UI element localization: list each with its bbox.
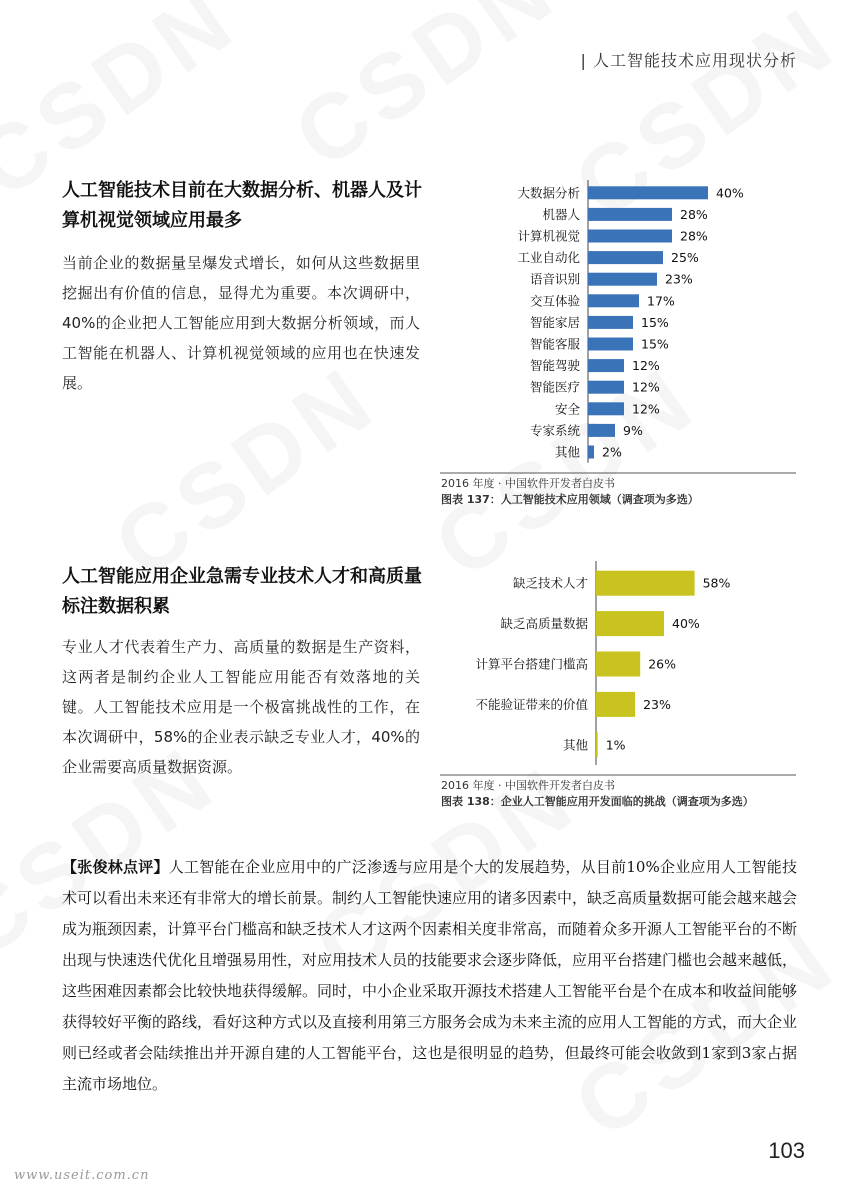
chart2-value-label: 1% <box>605 737 626 753</box>
chart2-value-label: 58% <box>702 575 731 591</box>
chart1-category-label: 语音识别 <box>529 271 580 287</box>
chart1-bar <box>588 273 657 286</box>
chart1-category-label: 安全 <box>554 401 580 417</box>
chart1-bar <box>588 316 633 329</box>
chart2-category-label: 缺乏高质量数据 <box>500 616 588 632</box>
watermark <box>276 0 576 189</box>
chart1-bar <box>588 186 708 199</box>
chart2-value-label: 26% <box>648 656 676 672</box>
chart2-value-label: 40% <box>672 616 700 632</box>
running-header: | 人工智能技术应用现状分析 <box>580 51 797 70</box>
comment-tag: 【张俊林点评】 <box>62 858 169 876</box>
chart1-value-label: 12% <box>632 379 660 395</box>
chart2-bar <box>596 652 640 677</box>
chart1-value-label: 2% <box>602 444 622 460</box>
chart1-category-label: 计算机视觉 <box>517 228 580 244</box>
chart2-svg <box>440 555 800 780</box>
chart2-category-label: 其他 <box>562 737 588 753</box>
chart2-caption-title: 图表 138：企业人工智能应用开发面临的挑战（调查项为多选） <box>441 795 754 808</box>
chart1-bar <box>588 230 672 243</box>
chart1-value-label: 28% <box>680 206 708 222</box>
chart1-bar <box>588 338 633 351</box>
comment-text: 人工智能在企业应用中的广泛渗透与应用是个大的发展趋势，从目前10%企业应用人工智能技术可以看出未来还有非常大的增长前景。制约人工智能快速应用的诸多因素中，缺乏高质量数据可能会越来越会成为瓶颈因素，计算平台门槛高和缺乏技术人才这两个因素相关度非常高，而随着众多开源人工智能平台的不断出现与快速迭代优化且增强易用性，对应用技术人员的技能要求会逐步降低，应用平台搭建门槛也会越来越低，这些困难因素都会比较快地获得缓解。同时，中小企业采取开源技术搭建人工智能平台是个在成本和收益间能够获得较好平衡的路线，看好这种方式以及直接利用第三方服务会成为未来主流的应用人工智能的方式，而大企业则已经或者会陆续推出并开源自建的人工智能平台，这也是很明显的趋势，但最终可能会收敛到1家到3家占据主流市场地位。 <box>62 858 798 1093</box>
chart2-bar <box>596 611 664 636</box>
chart1-bar <box>588 402 624 415</box>
chart2-bar <box>596 692 635 717</box>
chart1-bar <box>588 294 639 307</box>
chart1-caption-title: 图表 137：人工智能技术应用领域（调查项为多选） <box>441 493 699 506</box>
chart1-category-label: 智能家居 <box>529 314 580 330</box>
chart1-bar <box>588 208 672 221</box>
chart1-bar <box>588 446 594 459</box>
chart1-bar <box>588 424 615 437</box>
footer-url: www.useit.com.cn <box>14 1168 150 1183</box>
chart1-value-label: 17% <box>647 293 675 309</box>
chart1-value-label: 23% <box>665 271 693 287</box>
chart1-bar <box>588 251 663 264</box>
chart2-category-label: 缺乏技术人才 <box>512 575 588 591</box>
chart2-caption-source: 2016 年度 · 中国软件开发者白皮书 <box>441 779 615 792</box>
chart2-bar <box>596 732 598 757</box>
chart1-category-label: 智能客服 <box>529 336 580 352</box>
page-number: 103 <box>768 1138 805 1163</box>
chart1-value-label: 25% <box>671 250 699 266</box>
chart2-category-label: 计算平台搭建门槛高 <box>475 656 588 672</box>
chart1-value-label: 12% <box>632 401 660 417</box>
section1-paragraph: 当前企业的数据量呈爆发式增长，如何从这些数据里挖掘出有价值的信息，显得尤为重要。本次调研中，40%的企业把人工智能应用到大数据分析领域，而人工智能在机器人、计算机视觉领域的应用也在快速发展。 <box>62 254 420 392</box>
chart-ai-challenges <box>440 555 800 780</box>
section2-paragraph: 专业人才代表着生产力、高质量的数据是生产资料，这两者是制约企业人工智能应用能否有效落地的关键。人工智能技术应用是一个极富挑战性的工作，在本次调研中，58%的企业表示缺乏专业人才，40%的企业需要高质量数据资源。 <box>62 638 420 776</box>
chart1-caption <box>441 476 699 508</box>
section2-heading: 人工智能应用企业急需专业技术人才和高质量标注数据积累 <box>62 566 422 617</box>
chart1-value-label: 15% <box>641 336 669 352</box>
chart-ai-application-areas <box>440 178 800 478</box>
chart1-value-label: 12% <box>632 358 660 374</box>
chart1-category-label: 专家系统 <box>529 422 580 438</box>
section1-heading: 人工智能技术目前在大数据分析、机器人及计算机视觉领域应用最多 <box>62 180 422 231</box>
chart1-value-label: 15% <box>641 314 669 330</box>
chart1-category-label: 大数据分析 <box>517 185 580 201</box>
chart1-category-label: 其他 <box>554 444 580 460</box>
chart1-category-label: 交互体验 <box>529 293 580 309</box>
chart1-value-label: 28% <box>680 228 708 244</box>
chart2-caption <box>441 778 754 810</box>
chart1-category-label: 工业自动化 <box>517 250 580 266</box>
chart1-value-label: 40% <box>716 185 744 201</box>
chart1-svg <box>440 178 800 478</box>
chart1-bar <box>588 359 624 372</box>
chart1-caption-source: 2016 年度 · 中国软件开发者白皮书 <box>441 477 615 490</box>
chart1-category-label: 智能医疗 <box>529 379 580 395</box>
chart1-value-label: 9% <box>623 422 643 438</box>
chart1-category-label: 智能驾驶 <box>529 358 580 374</box>
chart2-value-label: 23% <box>643 696 671 712</box>
chart1-category-label: 机器人 <box>542 206 580 222</box>
expert-comment <box>62 852 797 1100</box>
chart2-category-label: 不能验证带来的价值 <box>475 696 588 712</box>
chart1-bar <box>588 381 624 394</box>
chart2-bar <box>596 571 695 596</box>
